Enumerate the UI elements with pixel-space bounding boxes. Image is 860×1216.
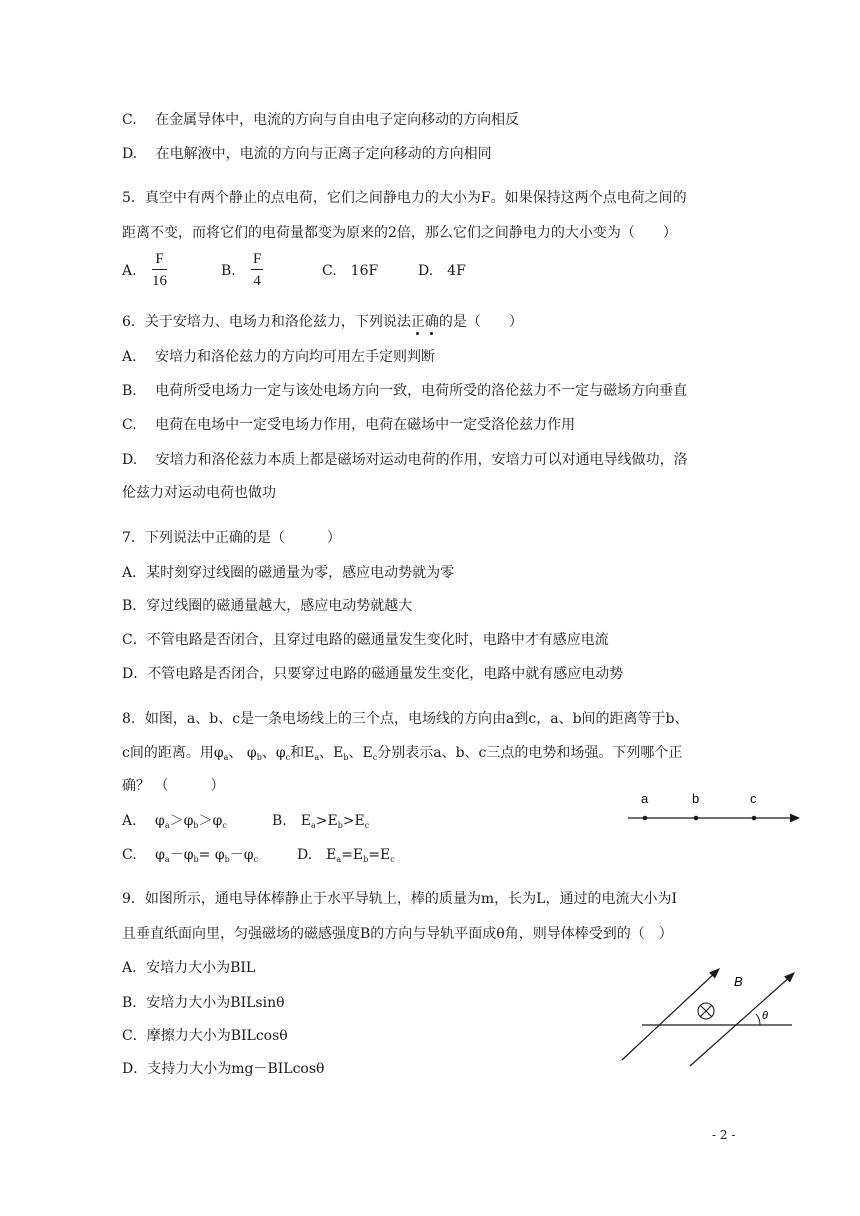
q9-magnetic-field-figure bbox=[612, 964, 808, 1072]
q8-text-7: 分别表示a、b、c三点的电势和场强。下列哪个正 bbox=[377, 745, 683, 761]
q8-b-1: B. E bbox=[272, 813, 311, 829]
q8-d-sub-2: b bbox=[363, 855, 369, 864]
q8-stem-line1: 8．如图，a、b、c是一条电场线上的三个点，电场线的方向由a到c，a、b间的距离等于b、 bbox=[122, 711, 689, 727]
point-b-label: b bbox=[692, 791, 700, 806]
q8-a-sub-1: a bbox=[164, 821, 170, 830]
q6-stem-emphasis-1: 正 bbox=[410, 314, 425, 330]
q5-b-denominator: 4 bbox=[253, 273, 261, 289]
q6-stem-post: 的是（ ） bbox=[438, 314, 523, 330]
q5-option-a-label: A. bbox=[122, 263, 137, 279]
theta-angle-arc bbox=[756, 1014, 760, 1025]
q8-field-line-figure bbox=[622, 788, 806, 830]
q8-option-b bbox=[272, 812, 369, 835]
q8-sub-a-1: a bbox=[223, 753, 229, 762]
q6-option-d-line1: D. 安培力和洛伦兹力本质上都是磁场对运动电荷的作用，安培力可以对通电导线做功，洛 bbox=[122, 452, 688, 468]
q8-text-1: c间的距离。用φ bbox=[122, 745, 224, 761]
q5-option-c: C. 16F bbox=[322, 263, 379, 279]
q5-stem-line2: 距离不变，而将它们的电荷量都变为原来的2倍，那么它们之间静电力的大小变为（ ） bbox=[122, 225, 677, 241]
point-a-label: a bbox=[641, 791, 649, 806]
q8-text-6: 、E bbox=[348, 745, 373, 761]
q8-sub-c-2: c bbox=[372, 753, 378, 762]
q8-sub-b-1: b bbox=[256, 753, 262, 762]
q8-d-3: =E bbox=[368, 847, 391, 863]
q8-sub-c-1: c bbox=[285, 753, 291, 762]
q8-c-3: = φ bbox=[198, 847, 225, 863]
q8-text-3: 、φ bbox=[261, 745, 286, 761]
point-c bbox=[752, 816, 757, 821]
q8-text-4: 和E bbox=[290, 745, 315, 761]
page-number: - 2 - bbox=[712, 1128, 736, 1142]
field-line-left bbox=[622, 971, 717, 1060]
q8-text-5: 、E bbox=[319, 745, 344, 761]
point-b bbox=[694, 816, 699, 821]
q8-c-2: －φ bbox=[169, 847, 194, 863]
q5-stem-line1: 5．真空中有两个静止的点电荷，它们之间静电力的大小为F。如果保持这两个点电荷之间的 bbox=[122, 190, 687, 206]
q5-option-a-fraction bbox=[152, 249, 167, 292]
q6-option-c: C. 电荷在电场中一定受电场力作用，电荷在磁场中一定受洛伦兹力作用 bbox=[122, 417, 576, 433]
q6-option-a: A. 安培力和洛伦兹力的方向均可用左手定则判断 bbox=[122, 349, 436, 365]
q8-c-sub-3: b bbox=[224, 855, 230, 864]
q8-b-sub-3: c bbox=[364, 821, 370, 830]
q8-sub-b-2: b bbox=[343, 753, 349, 762]
q8-d-1: D. E bbox=[297, 847, 337, 863]
q9-option-a: A．安培力大小为BIL bbox=[122, 960, 256, 976]
q8-d-2: =E bbox=[341, 847, 364, 863]
q6-stem-pre: 6．关于安培力、电场力和洛伦兹力，下列说法 bbox=[122, 314, 411, 330]
theta-label: θ bbox=[762, 1010, 768, 1022]
q8-option-a bbox=[122, 812, 227, 835]
q7-option-c: C．不管电路是否闭合，且穿过电路的磁通量发生变化时，电路中才有感应电流 bbox=[122, 632, 609, 648]
q5-option-b-fraction bbox=[251, 249, 263, 292]
q5-a-denominator: 16 bbox=[152, 273, 167, 289]
q9-option-d: D．支持力大小为mg－BILcosθ bbox=[122, 1061, 325, 1077]
q8-b-sub-2: b bbox=[337, 821, 343, 830]
q8-text-2: 、 φ bbox=[228, 745, 257, 761]
q8-c-4: －φ bbox=[229, 847, 254, 863]
q8-stem-line3: 确？ （ ） bbox=[122, 778, 225, 794]
q8-option-d bbox=[297, 846, 395, 869]
q4-option-d: D. 在电解液中，电流的方向与正离子定向移动的方向相同 bbox=[122, 146, 492, 162]
q7-option-b: B．穿过线圈的磁通量越大，感应电动势就越大 bbox=[122, 598, 413, 614]
q8-option-c bbox=[122, 846, 258, 869]
point-a bbox=[643, 816, 648, 821]
q6-option-b: B. 电荷所受电场力一定与该处电场方向一致，电荷所受的洛伦兹力不一定与磁场方向垂直 bbox=[122, 383, 688, 399]
q8-c-sub-2: b bbox=[193, 855, 199, 864]
q7-option-a: A．某时刻穿过线圈的磁通量为零，感应电动势就为零 bbox=[122, 565, 455, 581]
q9-stem-line2: 且垂直纸面向里，匀强磁场的磁感强度B的方向与导轨平面成θ角，则导体棒受到的（ ） bbox=[122, 926, 673, 942]
q7-stem: 7．下列说法中正确的是（ ） bbox=[122, 530, 341, 546]
point-c-label: c bbox=[750, 791, 757, 806]
q5-b-numerator: F bbox=[251, 249, 263, 270]
q7-option-d: D．不管电路是否闭合，只要穿过电路的磁通量发生变化，电路中就有感应电动势 bbox=[122, 666, 624, 682]
q8-stem-line2 bbox=[122, 744, 682, 767]
q8-a-sub-3: c bbox=[222, 821, 227, 830]
field-line-arrowhead-icon bbox=[790, 814, 800, 823]
q4-option-c: C. 在金属导体中，电流的方向与自由电子定向移动的方向相反 bbox=[122, 112, 520, 128]
q8-b-3: >E bbox=[342, 813, 365, 829]
q6-stem bbox=[122, 313, 523, 331]
q9-option-b: B．安培力大小为BILsinθ bbox=[122, 995, 285, 1011]
q5-a-numerator: F bbox=[152, 249, 167, 270]
q8-b-sub-1: a bbox=[310, 821, 316, 830]
q8-d-sub-3: c bbox=[390, 855, 395, 864]
q8-c-sub-1: a bbox=[164, 855, 170, 864]
q8-c-1: C. φ bbox=[122, 847, 165, 863]
q8-a-3: ＞φ bbox=[198, 813, 223, 829]
q8-d-sub-1: a bbox=[336, 855, 342, 864]
q8-a-1: A. φ bbox=[122, 813, 165, 829]
q6-option-d-line2: 伦兹力对运动电荷也做功 bbox=[122, 485, 276, 501]
q8-a-2: ＞φ bbox=[169, 813, 194, 829]
q5-option-b-label: B. bbox=[221, 263, 236, 279]
field-b-label: B bbox=[734, 974, 743, 989]
q8-sub-a-2: a bbox=[314, 753, 320, 762]
q8-a-sub-2: b bbox=[193, 821, 199, 830]
q9-option-c: C．摩擦力大小为BILcosθ bbox=[122, 1028, 288, 1044]
q9-stem-line1: 9．如图所示，通电导体棒静止于水平导轨上，棒的质量为m，长为L，通过的电流大小为I bbox=[122, 891, 678, 907]
q5-option-d: D. 4F bbox=[418, 263, 466, 279]
q8-b-2: >E bbox=[315, 813, 338, 829]
q8-c-sub-4: c bbox=[253, 855, 259, 864]
q6-stem-emphasis-2: 确 bbox=[424, 314, 439, 330]
